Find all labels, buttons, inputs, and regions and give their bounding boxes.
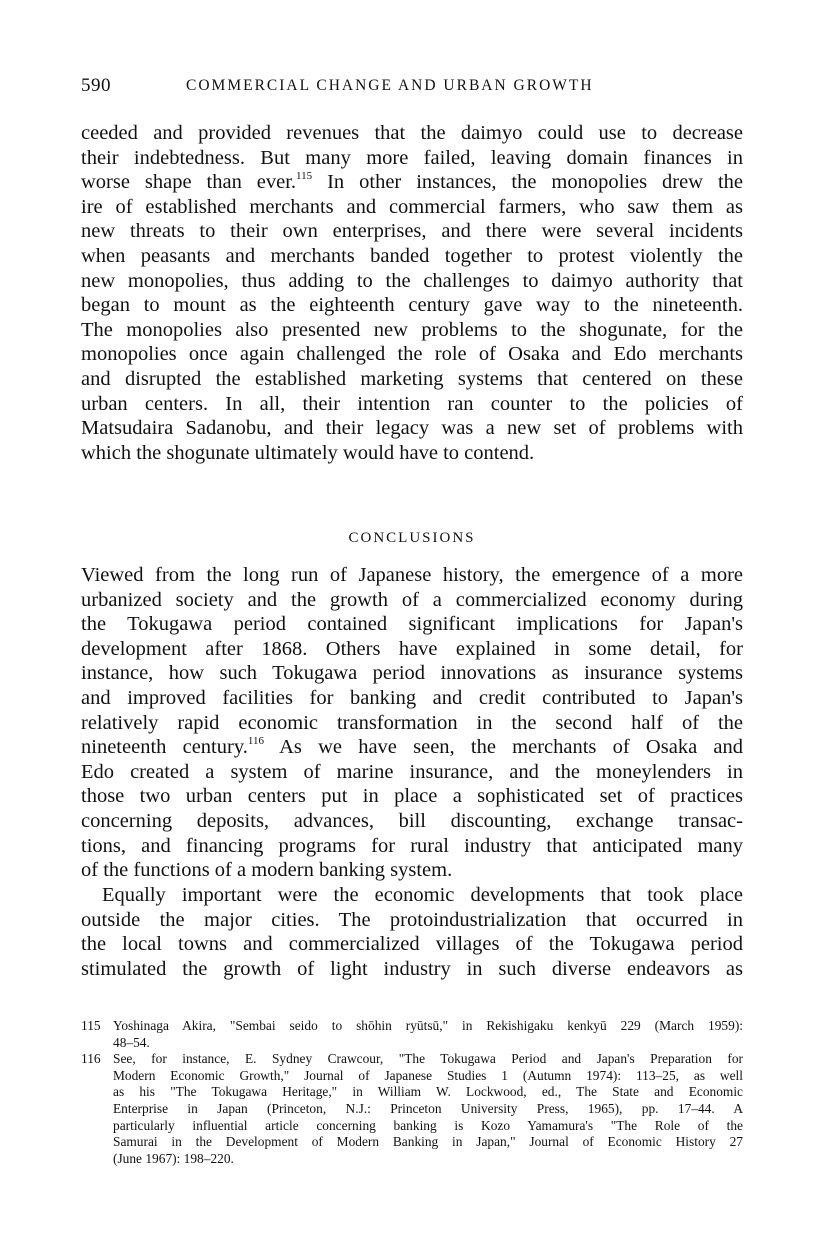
text-line: The monopolies also presented new problems to the shogunate, for the xyxy=(81,318,743,341)
text-line: of the functions of a modern banking system. xyxy=(81,859,453,882)
text-segment: In other instances, the monopolies drew the xyxy=(312,171,743,194)
footnote-ref-116: 116 xyxy=(247,735,264,748)
paragraph-conclusions xyxy=(81,563,743,883)
text-line: stimulated the growth of light industry in such diverse endeavors as xyxy=(81,957,743,980)
footnote-115 xyxy=(81,1018,743,1051)
footnote-line: See, for instance, E. Sydney Crawcour, "The Tokugawa Period and Japan's Preparation for xyxy=(113,1051,743,1067)
text-line: the local towns and commercialized villages of the Tokugawa period xyxy=(81,933,743,956)
text-line xyxy=(81,735,743,760)
text-line: those two urban centers put in place a sophisticated set of practices xyxy=(81,785,743,808)
running-head: COMMERCIAL CHANGE AND URBAN GROWTH xyxy=(186,77,594,94)
text-line: instance, how such Tokugawa period innovations as insurance systems xyxy=(81,662,743,685)
page-number: 590 xyxy=(81,75,111,96)
text-line: tions, and financing programs for rural industry that anticipated many xyxy=(81,834,743,857)
text-segment: Equally important were the economic developments that took place xyxy=(102,884,743,906)
footnote-number: 115 xyxy=(81,1018,101,1033)
text-line: which the shogunate ultimately would have to contend. xyxy=(81,441,535,464)
text-line: ceeded and provided revenues that the daimyo could use to decrease xyxy=(81,122,743,144)
footnote-line: particularly influential article concerning banking is Kozo Yamamura's "The Role of the xyxy=(113,1117,743,1133)
text-line: outside the major cities. The protoindustrialization that occurred in xyxy=(81,908,743,931)
text-line: monopolies once again challenged the role of Osaka and Edo merchants xyxy=(81,343,743,366)
text-line: when peasants and merchants banded together to protest violently the xyxy=(81,244,743,267)
footnote-116 xyxy=(81,1051,743,1167)
text-line: began to mount as the eighteenth century gave way to the nineteenth. xyxy=(81,294,743,317)
text-line: and improved facilities for banking and credit contributed to Japan's xyxy=(81,686,743,709)
text-line: urbanized society and the growth of a commercialized economy during xyxy=(81,588,743,611)
paragraph-continued xyxy=(81,121,743,465)
text-segment: As we have seen, the merchants of Osaka and xyxy=(263,736,743,759)
text-segment: worse shape than ever. xyxy=(81,171,297,194)
footnote-line: 48–54. xyxy=(113,1034,150,1050)
footnote-line: Enterprise in Japan (Princeton, N.J.: Princeton University Press, 1965), pp. 17–44. A xyxy=(113,1100,743,1116)
text-line: Matsudaira Sadanobu, and their legacy was a new set of problems with xyxy=(81,417,743,440)
text-line: new threats to their own enterprises, and there were several incidents xyxy=(81,220,743,243)
text-line: ire of established merchants and commercial farmers, who saw them as xyxy=(81,195,743,218)
text-line xyxy=(81,883,743,908)
footnote-line: Samurai in the Development of Modern Banking in Japan," Journal of Economic History 27 xyxy=(113,1134,743,1150)
footnote-ref-115: 115 xyxy=(296,170,313,183)
text-line: their indebtedness. But many more failed, leaving domain finances in xyxy=(81,146,743,169)
text-segment: nineteenth century. xyxy=(81,736,248,759)
text-line: development after 1868. Others have explained in some detail, for xyxy=(81,637,743,660)
footnotes xyxy=(81,1018,743,1167)
text-line: the Tokugawa period contained significant implications for Japan's xyxy=(81,613,743,636)
text-line: relatively rapid economic transformation in the second half of the xyxy=(81,711,743,734)
footnote-line: Modern Economic Growth," Journal of Japanese Studies 1 (Autumn 1974): 113–25, as well xyxy=(113,1067,743,1083)
footnote-line: Yoshinaga Akira, "Sembai seido to shōhin ryūtsū," in Rekishigaku kenkyū 229 (March 1959): xyxy=(113,1018,743,1033)
text-line: concerning deposits, advances, bill discounting, exchange transac- xyxy=(81,809,743,832)
text-line: urban centers. In all, their intention ran counter to the policies of xyxy=(81,392,743,415)
text-line xyxy=(81,170,743,195)
footnote-number: 116 xyxy=(81,1051,101,1067)
section-heading: CONCLUSIONS xyxy=(348,530,476,546)
paragraph-equally-important xyxy=(81,883,743,981)
footnote-line: (June 1967): 198–220. xyxy=(113,1150,234,1166)
text-line: Viewed from the long run of Japanese history, the emergence of a more xyxy=(81,564,743,586)
text-line: new monopolies, thus adding to the challenges to daimyo authority that xyxy=(81,269,743,292)
footnote-line: as his "The Tokugawa Heritage," in William W. Lockwood, ed., The State and Economic xyxy=(113,1084,743,1100)
text-line: and disrupted the established marketing systems that centered on these xyxy=(81,367,743,390)
text-line: Edo created a system of marine insurance, and the moneylenders in xyxy=(81,760,743,783)
page-header xyxy=(81,74,743,98)
